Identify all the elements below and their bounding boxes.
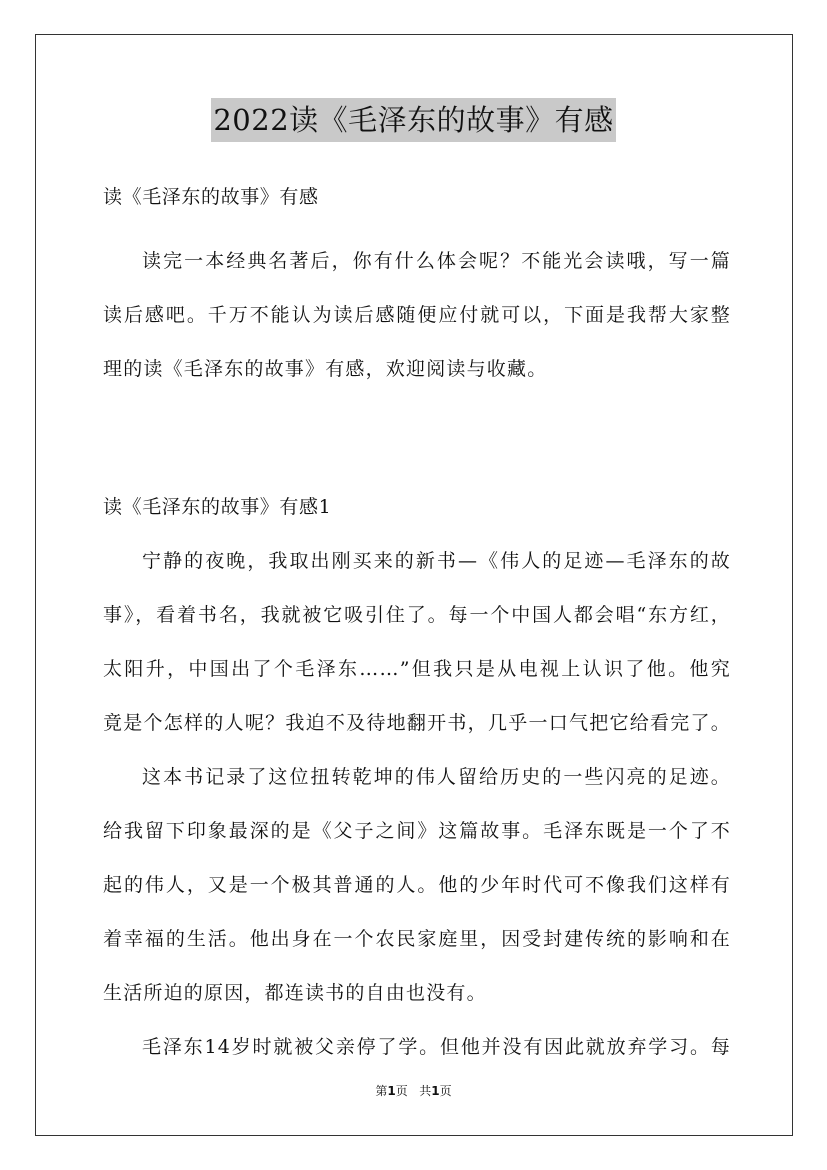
paragraph-line: 着幸福的生活。他出身在一个农民家庭里，因受封建传统的影响和在: [103, 928, 731, 950]
document-title: [0, 98, 827, 142]
document-body: [103, 170, 731, 1074]
intro-line: 理的读《毛泽东的故事》有感，欢迎阅读与收藏。: [103, 358, 548, 380]
intro-line: 读后感吧。千万不能认为读后感随便应付就可以，下面是我帮大家整: [103, 304, 731, 326]
total-pages: 1: [431, 1084, 440, 1098]
paragraph-line: 生活所迫的原因，都连读书的自由也没有。: [103, 982, 487, 1004]
paragraph-line: 这本书记录了这位扭转乾坤的伟人留给历史的一些闪亮的足迹。: [142, 766, 731, 788]
paragraph-line: 给我留下印象最深的是《父子之间》这篇故事。毛泽东既是一个了不: [103, 820, 731, 842]
section-heading: 读《毛泽东的故事》有感1: [103, 496, 332, 518]
spacer: [103, 224, 731, 234]
paragraph-line: 事》，看着书名，我就被它吸引住了。每一个中国人都会唱“东方红，: [103, 604, 731, 626]
main-heading: 读《毛泽东的故事》有感: [103, 186, 319, 208]
total-suffix: 页: [439, 1084, 452, 1098]
spacer: [103, 396, 731, 480]
paragraph-line: 宁静的夜晚，我取出刚买来的新书—《伟人的足迹—毛泽东的故: [142, 550, 731, 572]
paragraph-line: 竟是个怎样的人呢？我迫不及待地翻开书，几乎一口气把它给看完了。: [103, 712, 731, 734]
paragraph-line: 太阳升，中国出了个毛泽东……”但我只是从电视上认识了他。他究: [103, 658, 731, 680]
intro-line: 读完一本经典名著后，你有什么体会呢？不能光会读哦，写一篇: [142, 250, 731, 272]
paragraph-line: 毛泽东14岁时就被父亲停了学。但他并没有因此就放弃学习。每: [142, 1036, 731, 1058]
paragraph-line: 起的伟人，又是一个极其普通的人。他的少年时代可不像我们这样有: [103, 874, 731, 896]
page-footer: [0, 1082, 827, 1099]
page-number: 1: [387, 1084, 396, 1098]
page-suffix: 页: [395, 1084, 408, 1098]
total-prefix: 共: [419, 1084, 432, 1098]
page-prefix: 第: [375, 1084, 388, 1098]
document-title-text: 2022读《毛泽东的故事》有感: [211, 98, 615, 142]
